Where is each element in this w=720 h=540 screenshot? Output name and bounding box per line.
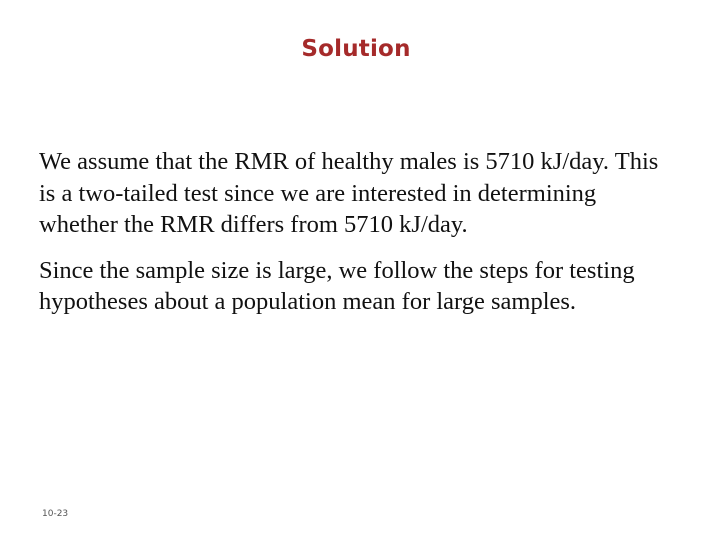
slide-body bbox=[39, 146, 679, 318]
paragraph-method: Since the sample size is large, we follow the steps for testing hypotheses about a population mean for large samples. bbox=[39, 256, 635, 315]
paragraph-assumption: We assume that the RMR of healthy males is 5710 kJ/day. This is a two-tailed test since we are interested in determining whether the RMR differs from 5710 kJ/day. bbox=[39, 148, 659, 238]
slide-title: Solution bbox=[301, 36, 411, 62]
slide-number: 10-23 bbox=[42, 509, 69, 519]
